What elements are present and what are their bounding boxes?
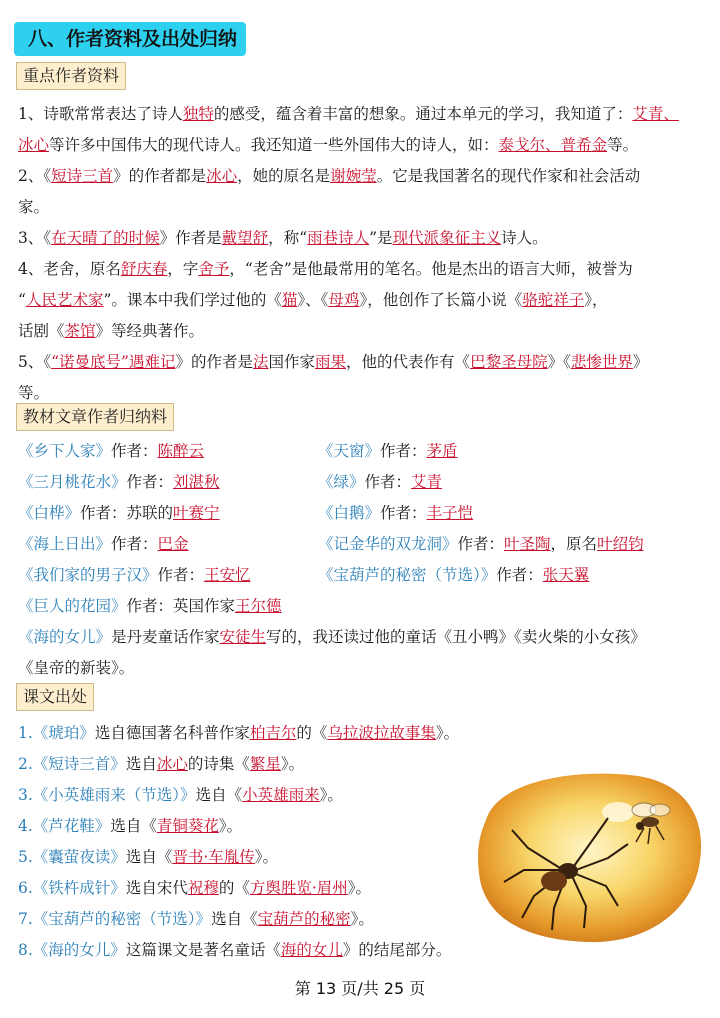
- book-title: 《海上日出》: [18, 535, 112, 553]
- section-title: 八、作者资料及出处归纳: [14, 22, 246, 56]
- answer: 舒庆春: [120, 260, 168, 278]
- text: ，字: [167, 260, 199, 278]
- book-title: 《囊萤夜读》: [32, 848, 126, 866]
- text: 选自宋代: [125, 879, 188, 897]
- text: 》。: [319, 786, 343, 804]
- paragraph-4-line-2: [18, 285, 704, 316]
- author-name: 叶圣陶: [504, 535, 551, 553]
- author-name: 茅盾: [426, 442, 458, 460]
- paragraph-5-line-1: [18, 347, 704, 378]
- author-label: 作者：: [111, 535, 158, 553]
- text: 《皇帝的新装》。: [18, 659, 135, 677]
- text: 》。: [347, 879, 372, 897]
- book-title: 《海的女儿》: [32, 941, 126, 959]
- text: 》、《: [297, 291, 329, 309]
- answer: 母鸡: [328, 291, 360, 309]
- answer: 青铜葵花: [156, 817, 219, 835]
- item-number: 7.: [18, 910, 33, 928]
- answer: 宝葫芦的秘密: [257, 910, 351, 928]
- book-title: 《小英雄雨来（节选）》: [32, 786, 196, 804]
- book-title: 《海的女儿》: [18, 628, 112, 646]
- text: ”。课本中我们学过他的《: [103, 291, 282, 309]
- paragraph-4-line-1: [18, 254, 704, 285]
- author-label: 作者：: [157, 566, 205, 584]
- author-row: [18, 436, 708, 467]
- text: 》: [632, 353, 649, 371]
- answer: 晋书·车胤传: [172, 848, 255, 866]
- text: 是丹麦童话作家: [111, 628, 220, 646]
- author-entry: [18, 498, 220, 529]
- section-label-key-authors: 重点作者资料: [16, 62, 126, 90]
- item-number: 5.: [18, 848, 33, 866]
- author-label: 作者：: [80, 504, 127, 522]
- author-name: 叶赛宁: [173, 504, 220, 522]
- answer: 普希金: [560, 136, 608, 154]
- text: 的《: [218, 879, 250, 897]
- author-name: 王安忆: [204, 566, 251, 584]
- author-row: [18, 529, 708, 560]
- text: 3、《: [18, 229, 52, 247]
- last-line-2: [18, 653, 704, 684]
- answer: 谢婉莹: [330, 167, 377, 185]
- author-label: 作者：: [380, 442, 427, 460]
- author-name: 叶绍钧: [597, 535, 644, 553]
- author-entry: [18, 436, 204, 467]
- text: 》等经典著作。: [95, 322, 205, 340]
- item-number: 2.: [18, 755, 33, 773]
- text: ，称“: [268, 229, 308, 247]
- book-title: 《白鹅》: [318, 504, 381, 522]
- answer: 悲惨世界: [570, 353, 633, 371]
- answer: 在天晴了的时候: [51, 229, 160, 247]
- text: 选自: [125, 755, 157, 773]
- answer: 繁星: [249, 755, 281, 773]
- answer: 雨果: [315, 353, 347, 371]
- answer: “诺曼底号”遇难记: [51, 353, 176, 371]
- item-number: 3.: [18, 786, 33, 804]
- author-entry: [318, 498, 473, 529]
- text: 的诗集《: [187, 755, 250, 773]
- book-title: 《绿》: [318, 473, 365, 491]
- answer: 现代派象征主义: [392, 229, 502, 247]
- text: 写的，我还读过他的童话《丑小鸭》《卖火柴的小女孩》: [266, 628, 646, 646]
- answer: 茶馆: [64, 322, 96, 340]
- author-summary-last: [18, 622, 704, 684]
- answer: 冰心: [206, 167, 238, 185]
- text: “: [18, 291, 26, 309]
- answer: 巴黎圣母院: [470, 353, 548, 371]
- text: 选自《: [125, 848, 173, 866]
- section-label-author-summary: 教材文章作者归纳料: [16, 403, 174, 431]
- text: ”是: [369, 229, 393, 247]
- text: 1、诗歌常常表达了诗人: [18, 105, 183, 123]
- last-line-1: [18, 622, 704, 653]
- answer: 冰心: [18, 136, 50, 154]
- text: ，“老舍”是他最常用的笔名。他是杰出的语言大师，被誉为: [229, 260, 633, 278]
- book-title: 《芦花鞋》: [32, 817, 111, 835]
- text: ，他的代表作有《: [346, 353, 471, 371]
- answer: 泰戈尔: [498, 136, 546, 154]
- paragraph-4-line-3: [18, 316, 704, 347]
- book-title: 《铁杵成针》: [32, 879, 126, 897]
- author-label: 作者：: [457, 535, 505, 553]
- book-title: 《宝葫芦的秘密（节选）》: [318, 566, 497, 584]
- author-entry: [18, 467, 220, 498]
- book-title: 《记金华的双龙洞》: [318, 535, 458, 553]
- text: ，她的原名是: [237, 167, 331, 185]
- answer: 乌拉波拉故事集: [327, 724, 436, 742]
- text: 。它是我国著名的现代作家和社会活动: [376, 167, 641, 185]
- paragraph-2-line-1: [18, 161, 704, 192]
- text: 2、《: [18, 167, 52, 185]
- text: 》。: [254, 848, 279, 866]
- author-name: 巴金: [157, 535, 189, 553]
- author-name: 艾青: [411, 473, 443, 491]
- author-name: 张天翼: [542, 566, 590, 584]
- book-title: 《短诗三首》: [32, 755, 126, 773]
- answer: 柏吉尔: [249, 724, 297, 742]
- author-entry: [318, 467, 442, 498]
- text: 这篇课文是著名童话《: [125, 941, 281, 959]
- text: 选自德国著名科普作家: [94, 724, 250, 742]
- author-name: 王尔德: [235, 597, 282, 615]
- text: 英国作家: [173, 597, 236, 615]
- author-label: 作者：: [126, 473, 174, 491]
- book-title: 《三月桃花水》: [18, 473, 127, 491]
- text: 等许多中国伟大的现代诗人。我还知道一些外国伟大的诗人，如：: [49, 136, 499, 154]
- answer: 小英雄雨来: [242, 786, 320, 804]
- answer: 艾青、: [632, 105, 679, 123]
- answer: 戴望舒: [221, 229, 269, 247]
- author-label: 作者：: [126, 597, 174, 615]
- page-number: 第 13 页/共 25 页: [294, 979, 426, 998]
- text: 》，他创作了长篇小说《: [359, 291, 523, 309]
- text: 话剧《: [18, 322, 65, 340]
- book-title: 《乡下人家》: [18, 442, 112, 460]
- author-name: 刘湛秋: [173, 473, 220, 491]
- answer: 安徒生: [219, 628, 267, 646]
- book-title: 《白桦》: [18, 504, 81, 522]
- answer: 海的女儿: [280, 941, 343, 959]
- text: 》的结尾部分。: [342, 941, 452, 959]
- author-entry: [318, 436, 458, 467]
- answer: 猫: [281, 291, 298, 309]
- author-row: [18, 591, 708, 622]
- paragraph-1-line-2: [18, 130, 704, 161]
- answer: 骆驼祥子: [522, 291, 585, 309]
- text: 》作者是: [159, 229, 222, 247]
- text: 苏联的: [126, 504, 174, 522]
- item-number: 1.: [18, 724, 33, 742]
- item-number: 8.: [18, 941, 33, 959]
- author-entry: [318, 560, 589, 591]
- book-title: 《宝葫芦的秘密（节选）》: [32, 910, 212, 928]
- text: 等。: [18, 384, 50, 402]
- text: 》的作者是: [175, 353, 253, 371]
- paragraph-3: [18, 223, 704, 254]
- section-label-text-sources: 课文出处: [16, 683, 94, 711]
- text: 诗人。: [501, 229, 548, 247]
- text: 》。: [435, 724, 460, 742]
- text: 选自《: [211, 910, 258, 928]
- paragraph-1-line-1: [18, 99, 704, 130]
- answer: 、: [545, 136, 561, 154]
- text: 》，: [584, 291, 608, 309]
- text: 的感受，蕴含着丰富的想象。通过本单元的学习，我知道了：: [213, 105, 633, 123]
- answer: 冰心: [156, 755, 188, 773]
- book-title: 《我们家的男子汉》: [18, 566, 158, 584]
- author-row: [18, 467, 708, 498]
- text: 》。: [218, 817, 243, 835]
- text: 5、《: [18, 353, 52, 371]
- author-entry: [18, 529, 189, 560]
- amber-insect-image: [468, 760, 708, 950]
- answer: 独特: [182, 105, 214, 123]
- text: 》。: [350, 910, 374, 928]
- text: 》《: [547, 353, 571, 371]
- text: 4、老舍，原名: [18, 260, 121, 278]
- answer: 舍予: [198, 260, 230, 278]
- answer: 祝穆: [187, 879, 219, 897]
- book-title: 《琥珀》: [32, 724, 95, 742]
- author-label: 作者：: [496, 566, 543, 584]
- author-name: 陈醉云: [157, 442, 205, 460]
- answer: 人民艺术家: [25, 291, 104, 309]
- author-label: 作者：: [380, 504, 427, 522]
- author-label: 作者：: [364, 473, 412, 491]
- text: 等。: [607, 136, 639, 154]
- text: 家。: [18, 198, 50, 216]
- item-number: 6.: [18, 879, 33, 897]
- answer: 方舆胜览·眉州: [249, 879, 348, 897]
- answer: 短诗三首: [51, 167, 114, 185]
- book-title: 《天窗》: [318, 442, 381, 460]
- author-row: [18, 560, 708, 591]
- text: 选自《: [110, 817, 157, 835]
- answer: 雨巷诗人: [307, 229, 370, 247]
- text: 的《: [296, 724, 328, 742]
- text: 国作家: [268, 353, 316, 371]
- author-entry: [18, 560, 251, 591]
- source-item: [18, 718, 708, 749]
- text: 》。: [280, 755, 305, 773]
- author-entry: [318, 529, 644, 560]
- text: 选自《: [195, 786, 243, 804]
- author-label: 作者：: [111, 442, 158, 460]
- paragraph-2-line-2: [18, 192, 704, 223]
- author-row: [18, 498, 708, 529]
- key-authors-text: [18, 99, 704, 409]
- answer: 法: [253, 353, 269, 371]
- text: ，原名: [550, 535, 598, 553]
- author-entry: [18, 591, 282, 622]
- text: 》的作者都是: [113, 167, 207, 185]
- author-name: 丰子恺: [426, 504, 474, 522]
- book-title: 《巨人的花园》: [18, 597, 127, 615]
- item-number: 4.: [18, 817, 33, 835]
